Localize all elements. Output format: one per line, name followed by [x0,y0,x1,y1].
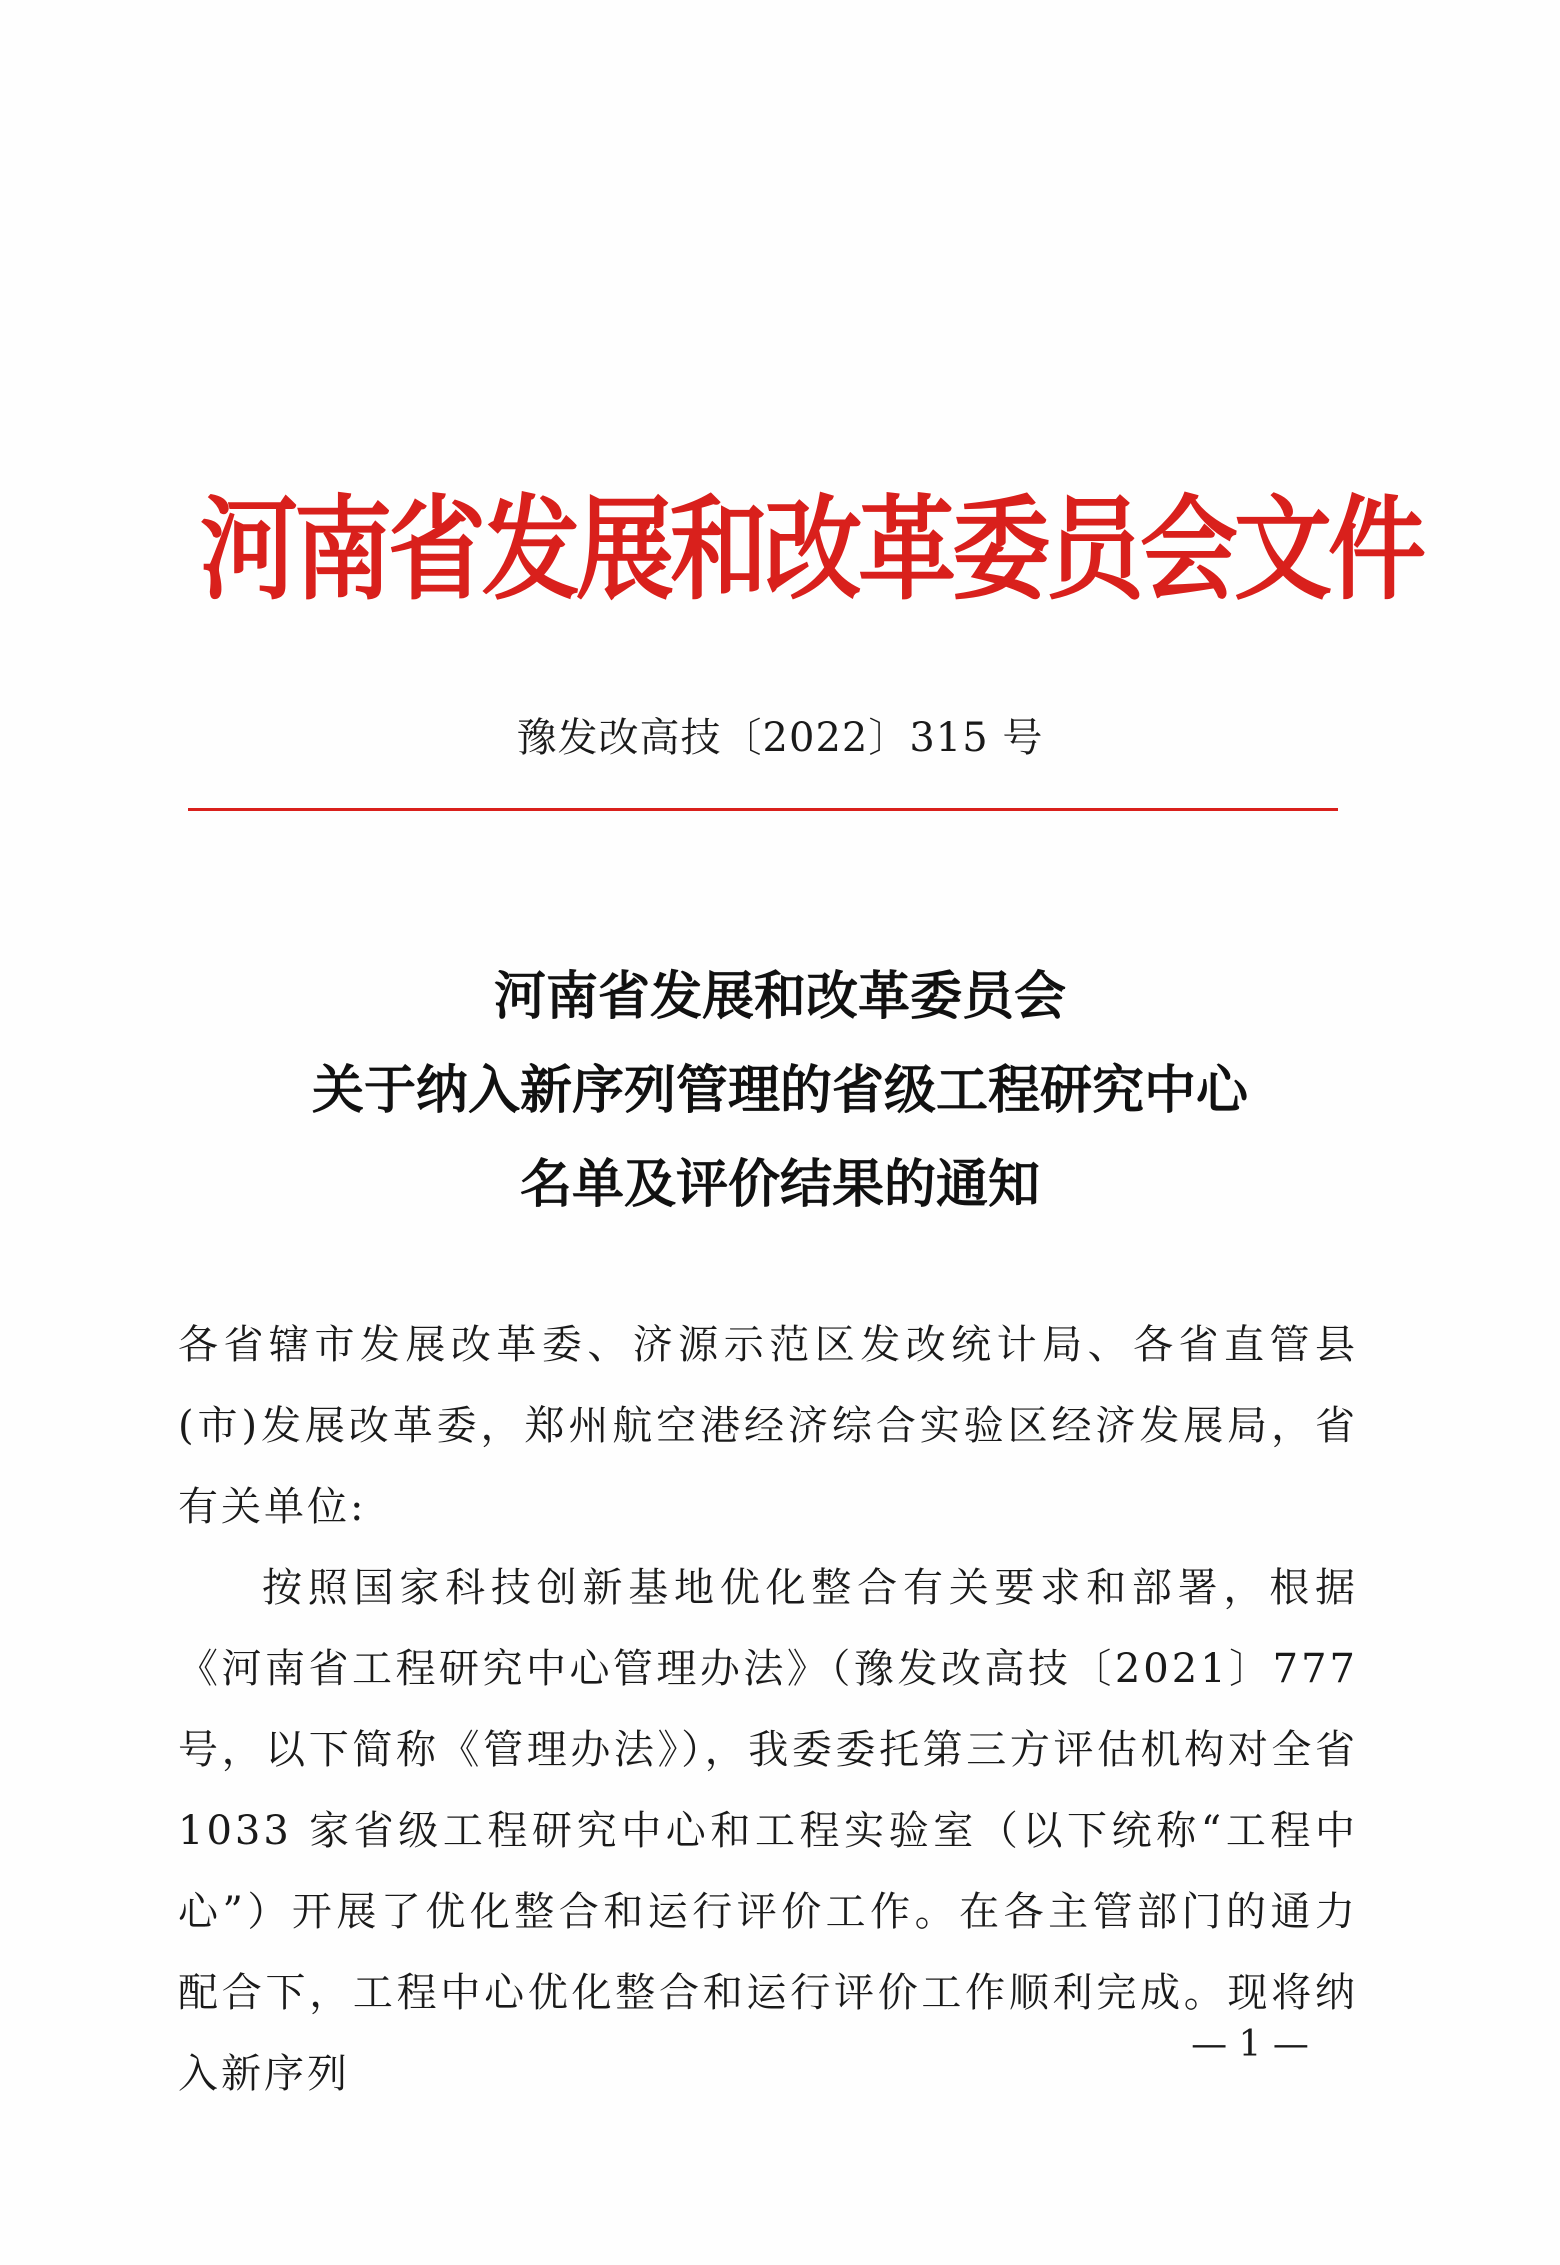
document-number: 豫发改高技〔2022〕315 号 [516,715,1044,761]
title-line-1: 河南省发展和改革委员会 [493,967,1066,1027]
page-number: — 1 — [1191,2024,1309,2065]
red-divider-line [188,808,1338,811]
notice-title [0,950,1560,1232]
recipients-paragraph: 各省辖市发展改革委、济源示范区发改统计局、各省直管县(市)发展改革委，郑州航空港经济综合实验区经济发展局，省有关单位: [178,1322,1358,1530]
title-line-2: 关于纳入新序列管理的省级工程研究中心 [311,1061,1248,1121]
notice-body [178,1305,1358,2115]
title-line-3: 名单及评价结果的通知 [519,1155,1040,1215]
body-paragraph-1: 按照国家科技创新基地优化整合有关要求和部署，根据《河南省工程研究中心管理办法》（豫发改高技〔2021〕777 号，以下简称《管理办法》），我委委托第三方评估机构对全省 1033 家省级工程研究中心和工程实验室（以下统称“工程中心”）开展了优化整合和运行评价工作。在各主管部门的通力配合下，工程中心优化整合和运行评价工作顺利完成。现将纳入新序列 [178,1565,1358,2097]
masthead-title: 河南省发展和改革委员会文件 [200,484,1423,617]
